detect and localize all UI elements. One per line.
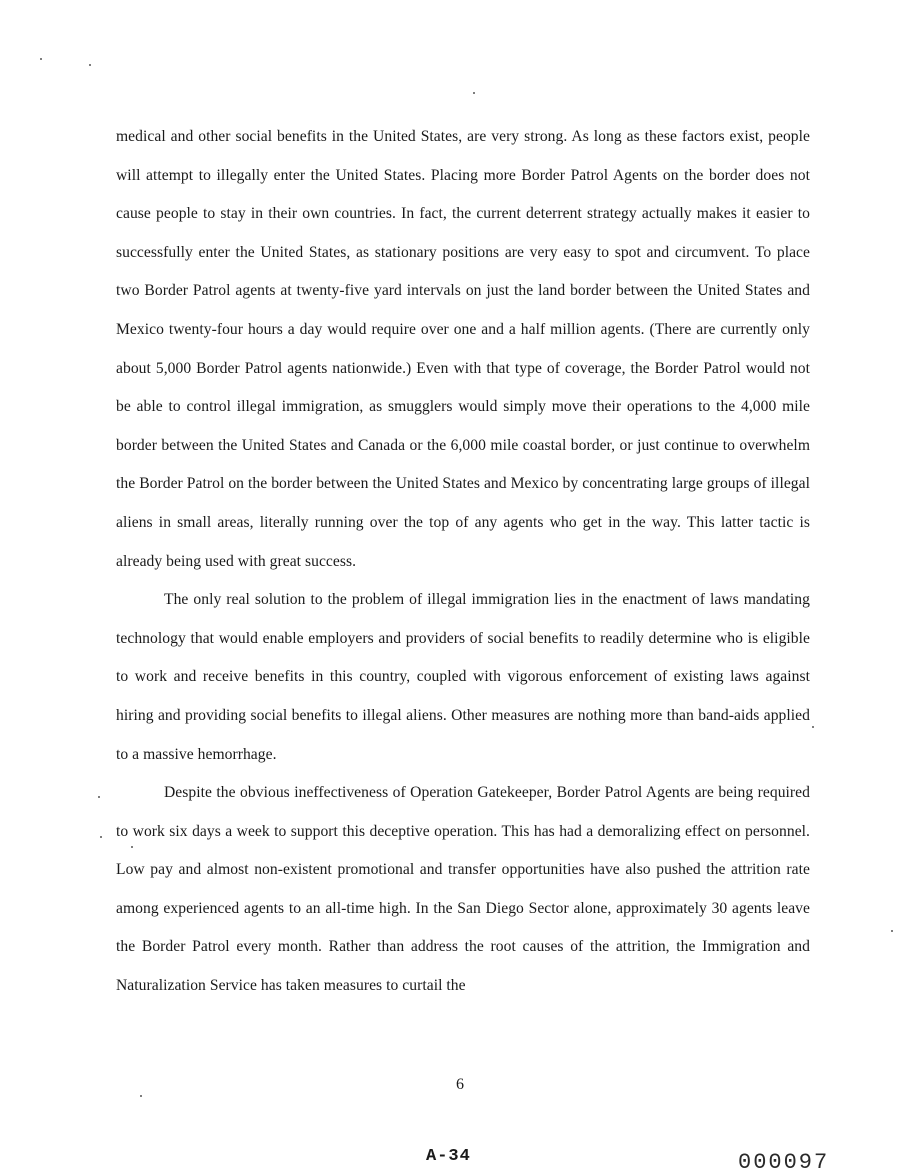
paragraph-2: The only real solution to the problem of illegal immigration lies in the enactment of laws mandating technology that would enable employers and providers of social benefits to readily determine who is eligible to work and receive benefits in this country, coupled with vigorous enforcement of existing laws against hiring and providing social benefits to illegal aliens. Other measures are nothing more than band-aids applied to a massive hemorrhage. [116,591,810,763]
body-text [116,118,810,1006]
scan-speck [473,92,475,94]
scan-speck [100,836,102,838]
scan-speck [40,58,42,60]
scan-speck [89,64,91,66]
scan-speck [891,930,893,932]
bates-number: 000097 [738,1150,830,1175]
scan-speck [131,846,133,848]
scan-speck [812,726,814,728]
scan-speck [140,1095,142,1097]
paragraph-1: medical and other social benefits in the United States, are very strong. As long as these factors exist, people will attempt to illegally enter the United States. Placing more Border Patrol Agents on the border does not cause people to stay in their own countries. In fact, the current deterrent strategy actually makes it easier to successfully enter the United States, as stationary positions are very easy to spot and circumvent. To place two Border Patrol agents at twenty-five yard intervals on just the land border between the United States and Mexico twenty-four hours a day would require over one and a half million agents. (There are currently only about 5,000 Border Patrol agents nationwide.) Even with that type of coverage, the Border Patrol would not be able to control illegal immigration, as smugglers would simply move their operations to the 4,000 mile border between the United States and Canada or the 6,000 mile coastal border, or just continue to overwhelm the Border Patrol on the border between the United States and Mexico by concentrating large groups of illegal aliens in small areas, literally running over the top of any agents who get in the way. This latter tactic is already being used with great success. [116,128,810,570]
exhibit-label: A-34 [426,1147,471,1166]
paragraph-3: Despite the obvious ineffectiveness of Operation Gatekeeper, Border Patrol Agents are being required to work six days a week to support this deceptive operation. This has had a demoralizing effect on personnel. Low pay and almost non-existent promotional and transfer opportunities have also pushed the attrition rate among experienced agents to an all-time high. In the San Diego Sector alone, approximately 30 agents leave the Border Patrol every month. Rather than address the root causes of the attrition, the Immigration and Naturalization Service has taken measures to curtail the [116,784,810,995]
scan-speck [98,796,100,798]
page-number: 6 [456,1076,464,1093]
